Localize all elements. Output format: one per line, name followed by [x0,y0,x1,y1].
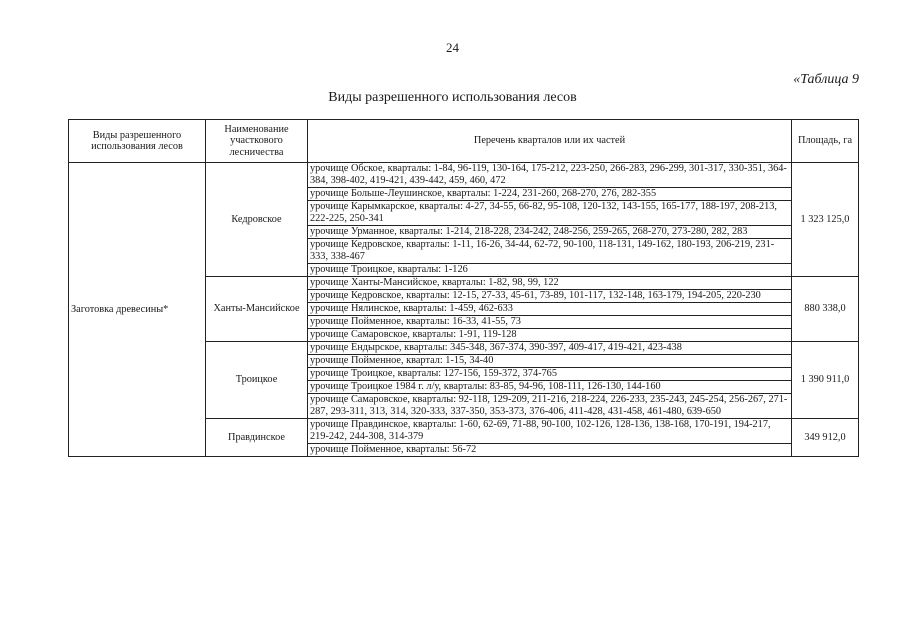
quarters-cell: урочище Урманное, кварталы: 1-214, 218-228, 234-242, 248-256, 259-265, 268-270, 273-280, 282, 283 [308,226,792,239]
document-title: Виды разрешенного использования лесов [328,90,577,105]
quarters-cell: урочище Кедровское, кварталы: 1-11, 16-26, 34-44, 62-72, 90-100, 118-131, 149-162, 180-193, 206-219, 231-333, 338-467 [308,239,792,264]
quarters-cell: урочище Карымкарское, кварталы: 4-27, 34-55, 66-82, 95-108, 120-132, 143-155, 165-177, 188-197, 208-213, 222-225, 250-341 [308,201,792,226]
quarters-cell: урочище Троицкое, кварталы: 1-126 [308,264,792,277]
header-quarters: Перечень кварталов или их частей [308,120,792,163]
area-cell: 349 912,0 [792,419,859,457]
quarters-cell: урочище Самаровское, кварталы: 92-118, 129-209, 211-216, 218-224, 226-233, 235-243, 245-254, 256-267, 271-287, 293-311, 313, 314, 320-333, 337-350, 353-373, 376-406, 411-428, 431-458, 461-480, 639-650 [308,394,792,419]
quarters-cell: урочище Самаровское, кварталы: 1-91, 119-128 [308,329,792,342]
header-row [69,120,859,163]
area-cell: 880 338,0 [792,277,859,342]
use-type-cell: Заготовка древесины* [69,163,206,457]
table-body [69,163,859,457]
quarters-cell: урочище Нялинское, кварталы: 1-459, 462-633 [308,303,792,316]
table-row [69,163,859,188]
quarters-cell: урочище Больше-Леушинское, кварталы: 1-224, 231-260, 268-270, 276, 282-355 [308,188,792,201]
quarters-cell: урочище Ендырское, кварталы: 345-348, 367-374, 390-397, 409-417, 419-421, 423-438 [308,342,792,355]
quarters-cell: урочище Правдинское, кварталы: 1-60, 62-69, 71-88, 90-100, 102-126, 128-136, 138-168, 170-191, 194-217, 219-242, 244-308, 314-379 [308,419,792,444]
header-area: Площадь, га [792,120,859,163]
area-cell: 1 323 125,0 [792,163,859,277]
quarters-cell: урочище Кедровское, кварталы: 12-15, 27-33, 45-61, 73-89, 101-117, 132-148, 163-179, 194-205, 220-230 [308,290,792,303]
quarters-cell: урочище Троицкое 1984 г. л/у, кварталы: 83-85, 94-96, 108-111, 126-130, 144-160 [308,381,792,394]
forestry-name-cell: Правдинское [206,419,308,457]
forestry-name-cell: Троицкое [206,342,308,419]
quarters-cell: урочище Пойменное, квартал: 1-15, 34-40 [308,355,792,368]
table-reference: «Таблица 9 [793,72,859,87]
quarters-cell: урочище Пойменное, кварталы: 56-72 [308,444,792,457]
header-forestry: Наименование участкового лесничества [206,120,308,163]
forestry-name-cell: Ханты-Мансийское [206,277,308,342]
quarters-cell: урочище Обское, кварталы: 1-84, 96-119, 130-164, 175-212, 223-250, 266-283, 296-299, 301-317, 330-351, 364-384, 398-402, 419-421, 439-442, 459, 460, 472 [308,163,792,188]
forestry-name-cell: Кедровское [206,163,308,277]
permitted-use-table [68,119,859,457]
area-cell: 1 390 911,0 [792,342,859,419]
quarters-cell: урочище Ханты-Мансийское, кварталы: 1-82, 98, 99, 122 [308,277,792,290]
page-number: 24 [446,40,459,55]
quarters-cell: урочище Троицкое, кварталы: 127-156, 159-372, 374-765 [308,368,792,381]
quarters-cell: урочище Пойменное, кварталы: 16-33, 41-55, 73 [308,316,792,329]
header-use: Виды разрешенного использования лесов [69,120,206,163]
